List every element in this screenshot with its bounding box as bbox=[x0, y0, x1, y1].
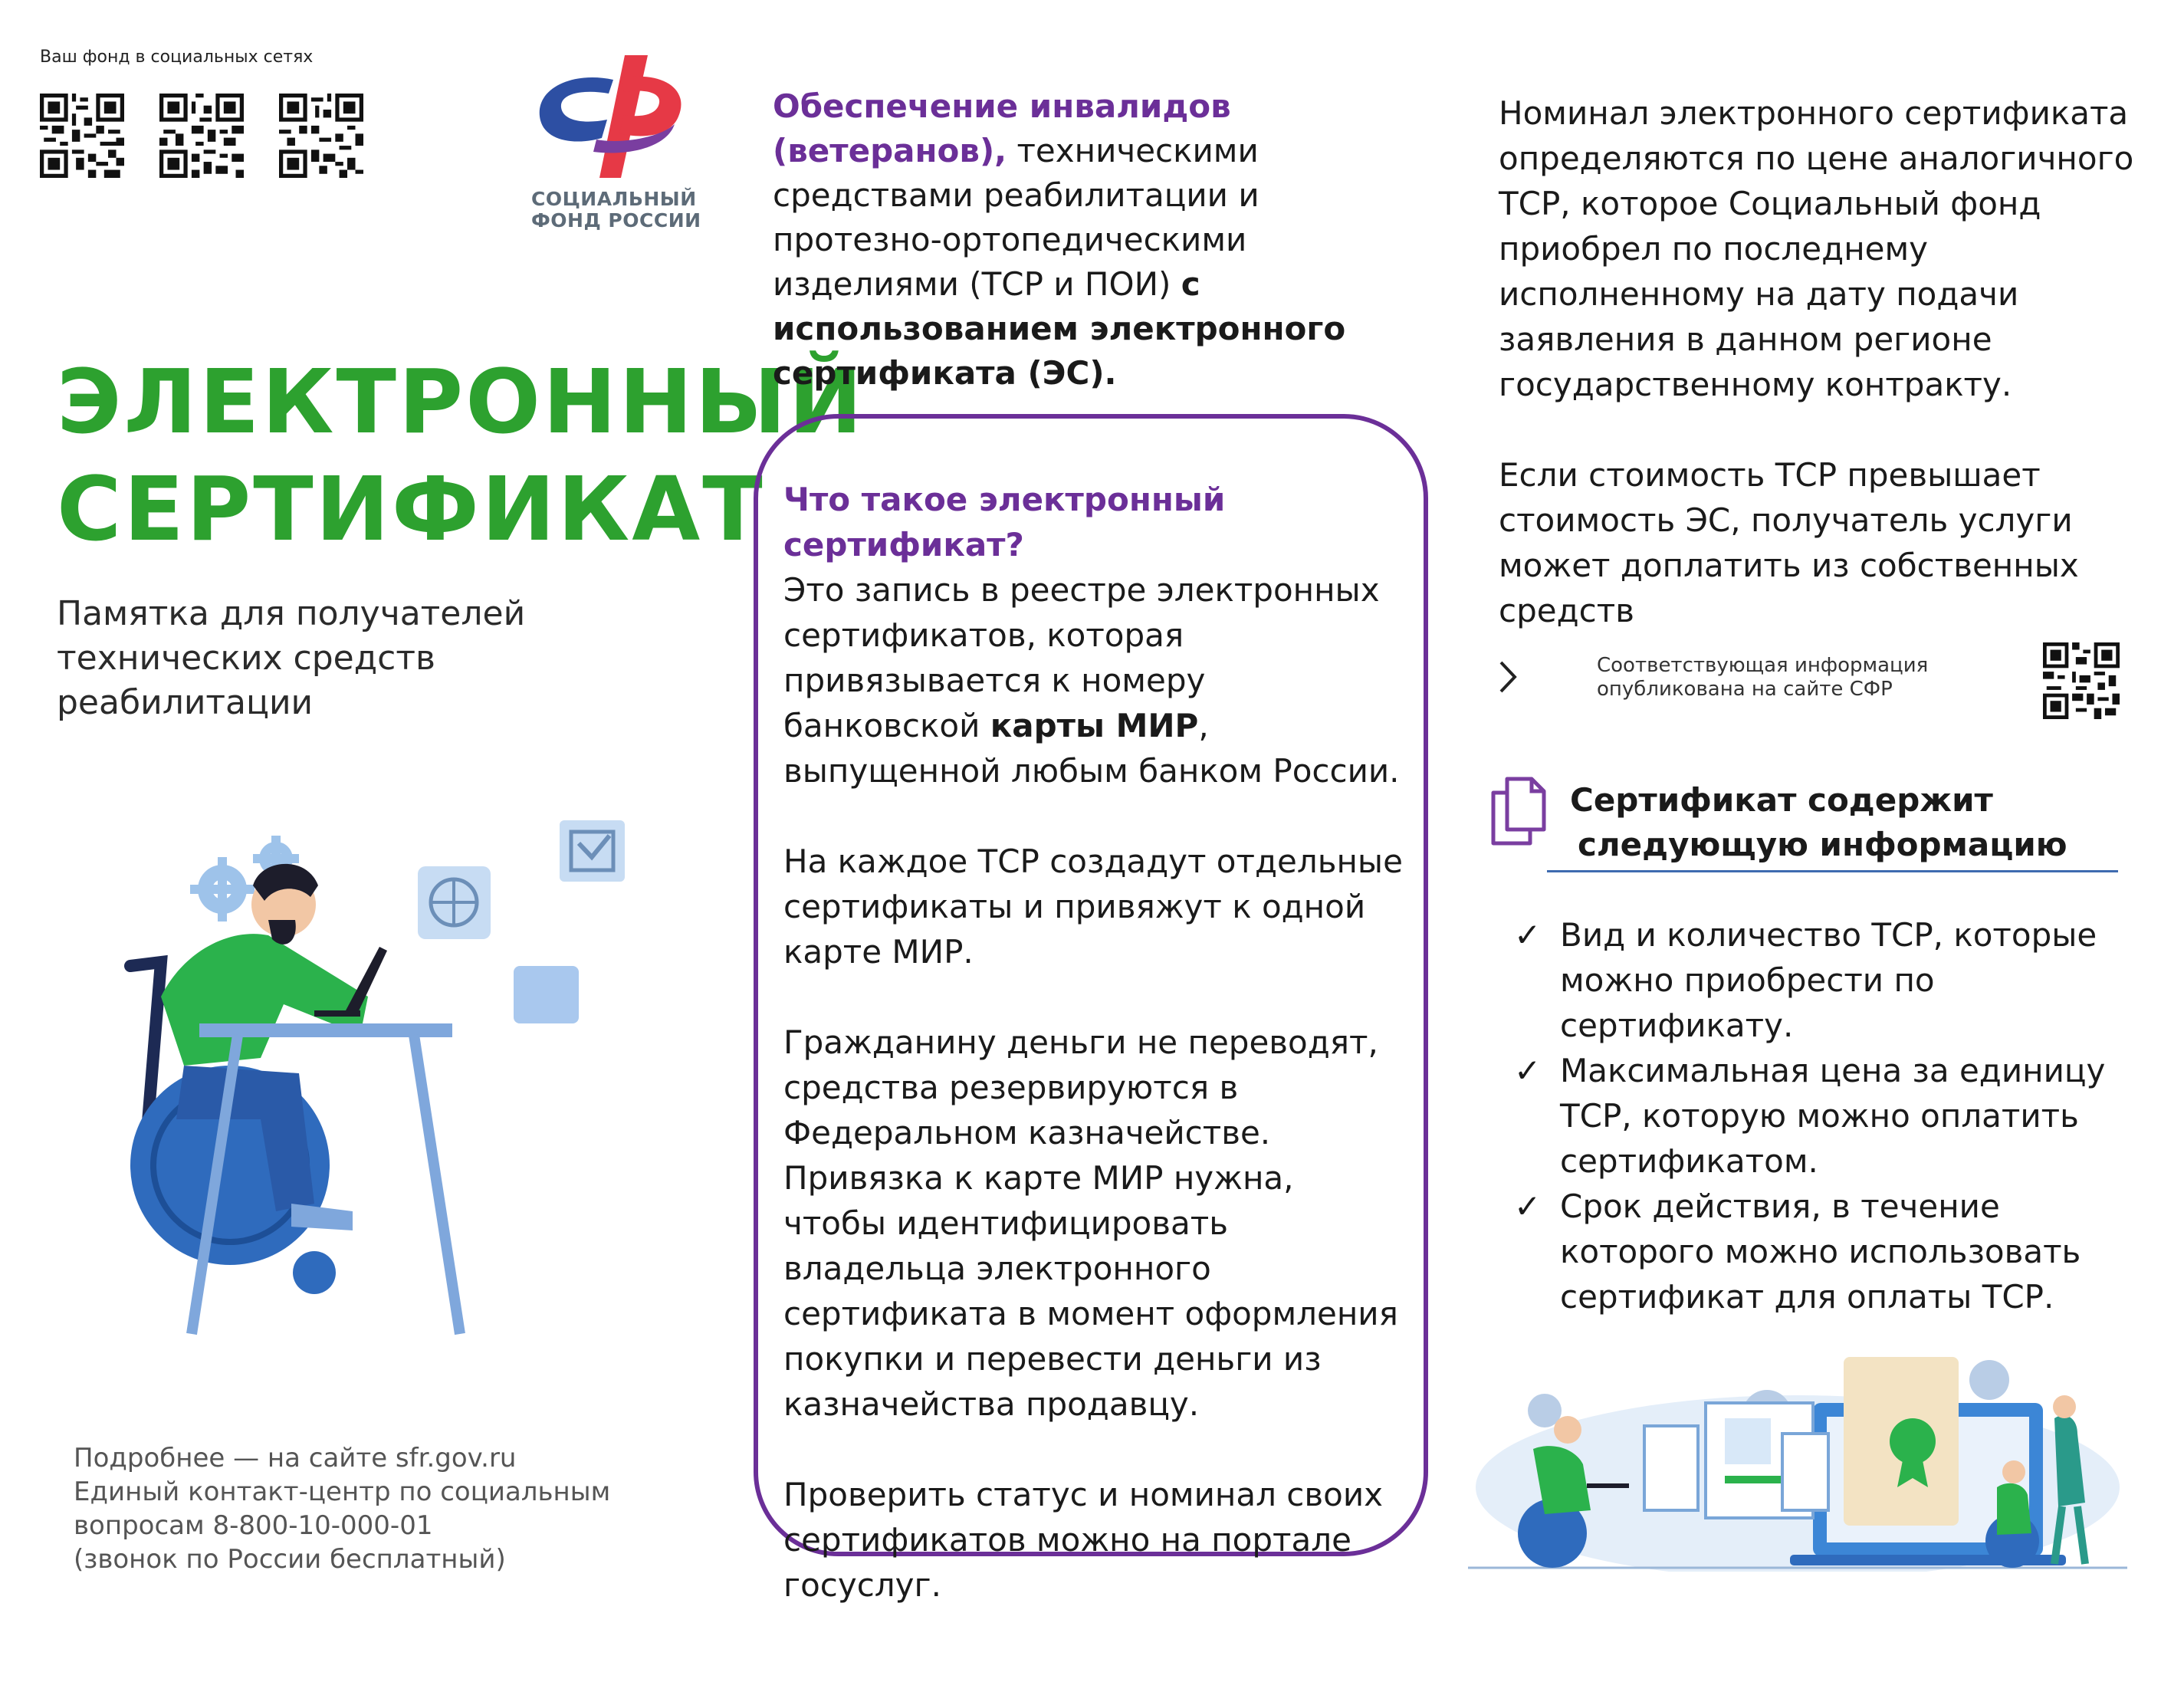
memo-line: реабилитации bbox=[57, 683, 314, 722]
intro-paragraph bbox=[773, 84, 1424, 396]
frame-paragraph-2: На каждое ТСР создадут отдельные сертификаты и привяжут к одной карте МИР. bbox=[783, 843, 1403, 971]
contains-title bbox=[1570, 778, 2067, 867]
logo-caption-line: СОЦИАЛЬНЫЙ bbox=[531, 188, 697, 210]
right-paragraph-2: Если стоимость ТСР превышает стоимость ЭС, получатель услуги может доплатить из собственных средств bbox=[1499, 456, 2079, 629]
wheelchair-user-illustration bbox=[115, 813, 652, 1342]
logo-caption bbox=[531, 189, 715, 232]
checkmark-icon: ✓ bbox=[1514, 916, 1542, 954]
info-note bbox=[1597, 654, 1928, 701]
frame-question: Что такое электронный сертификат? bbox=[783, 481, 1226, 563]
memo-line: Памятка для получателей bbox=[57, 594, 526, 633]
qr-code-social-3[interactable] bbox=[279, 94, 363, 178]
contact-line: Подробнее — на сайте sfr.gov.ru bbox=[74, 1443, 517, 1473]
title-line: СЕРТИФИКАТ bbox=[57, 458, 765, 561]
contact-line: (звонок по России бесплатный) bbox=[74, 1544, 506, 1575]
title-line: ЭЛЕКТРОННЫЙ bbox=[57, 351, 865, 454]
social-caption: Ваш фонд в социальных сетях bbox=[40, 48, 314, 67]
checklist bbox=[1514, 912, 2143, 1319]
qr-code-sfr-site[interactable] bbox=[2043, 642, 2120, 719]
list-item bbox=[1514, 1184, 2143, 1319]
logo-caption-line: ФОНД РОССИИ bbox=[531, 209, 701, 232]
intro-bold: с использованием электронного сертификата (ЭС). bbox=[773, 265, 1346, 392]
list-item bbox=[1514, 912, 2143, 1048]
right-paragraph-1: Номинал электронного сертификата определяются по цене аналогичного ТСР, которое Социальный фонд приобрел по последнему исполненному на дату подачи заявления в данном регионе государственному контракту. bbox=[1499, 94, 2134, 403]
certificate-scene-illustration bbox=[1460, 1334, 2135, 1572]
list-item-text: Вид и количество ТСР, которые можно приобрести по сертификату. bbox=[1560, 916, 2097, 1044]
contains-title-line: Сертификат содержит bbox=[1570, 781, 1993, 819]
list-item-text: Максимальная цена за единицу ТСР, которую можно оплатить сертификатом. bbox=[1560, 1052, 2106, 1180]
info-frame-text bbox=[783, 477, 1404, 1653]
list-item-text: Срок действия, в течение которого можно использовать сертификат для оплаты ТСР. bbox=[1560, 1188, 2081, 1316]
checkmark-icon: ✓ bbox=[1514, 1052, 1542, 1089]
divider bbox=[1547, 870, 2118, 872]
contains-title-line: следующую информацию bbox=[1578, 826, 2067, 863]
qr-code-social-2[interactable] bbox=[159, 94, 244, 178]
intro-purple: Обеспечение инвалидов (ветеранов), bbox=[773, 87, 1231, 169]
frame-paragraph-1 bbox=[783, 477, 1404, 793]
memo-subtitle bbox=[57, 592, 593, 725]
intro-regular: техническими средствами реабилитации и протезно-ортопедическими изделиями (ТСР и ПОИ) bbox=[773, 132, 1259, 303]
info-note-line: опубликована на сайте СФР bbox=[1597, 678, 1893, 701]
contacts-block bbox=[74, 1441, 672, 1576]
memo-line: технических средств bbox=[57, 639, 435, 678]
qr-code-social-1[interactable] bbox=[40, 94, 124, 178]
contact-line: Единый контакт-центр по социальным bbox=[74, 1477, 611, 1507]
right-text bbox=[1499, 90, 2158, 678]
document-copy-icon bbox=[1487, 774, 1549, 848]
chevron-right-icon bbox=[1495, 658, 1521, 696]
frame-paragraph-3: Гражданину деньги не переводят, средства резервируются в Федеральном казначействе. Привязка к карте МИР нужна, чтобы идентифицировать владельца электронного сертификата в момент оформления покупки и перевести деньги из казначейства продавцу. bbox=[783, 1023, 1398, 1423]
list-item bbox=[1514, 1048, 2143, 1184]
frame-p1-bold: карты МИР bbox=[990, 707, 1199, 744]
frame-p1-b: , выпущенной любым банком России. bbox=[783, 707, 1400, 790]
contact-line: вопросам 8-800-10-000-01 bbox=[74, 1510, 433, 1541]
checkmark-icon: ✓ bbox=[1514, 1188, 1542, 1225]
info-note-line: Соответствующая информация bbox=[1597, 654, 1929, 677]
page-title bbox=[57, 349, 865, 563]
frame-p1-a: Это запись в реестре электронных сертификатов, которая привязывается к номеру банковской bbox=[783, 571, 1380, 744]
sfr-logo bbox=[529, 48, 690, 186]
frame-paragraph-4: Проверить статус и номинал своих сертификатов можно на портале госуслуг. bbox=[783, 1476, 1383, 1604]
